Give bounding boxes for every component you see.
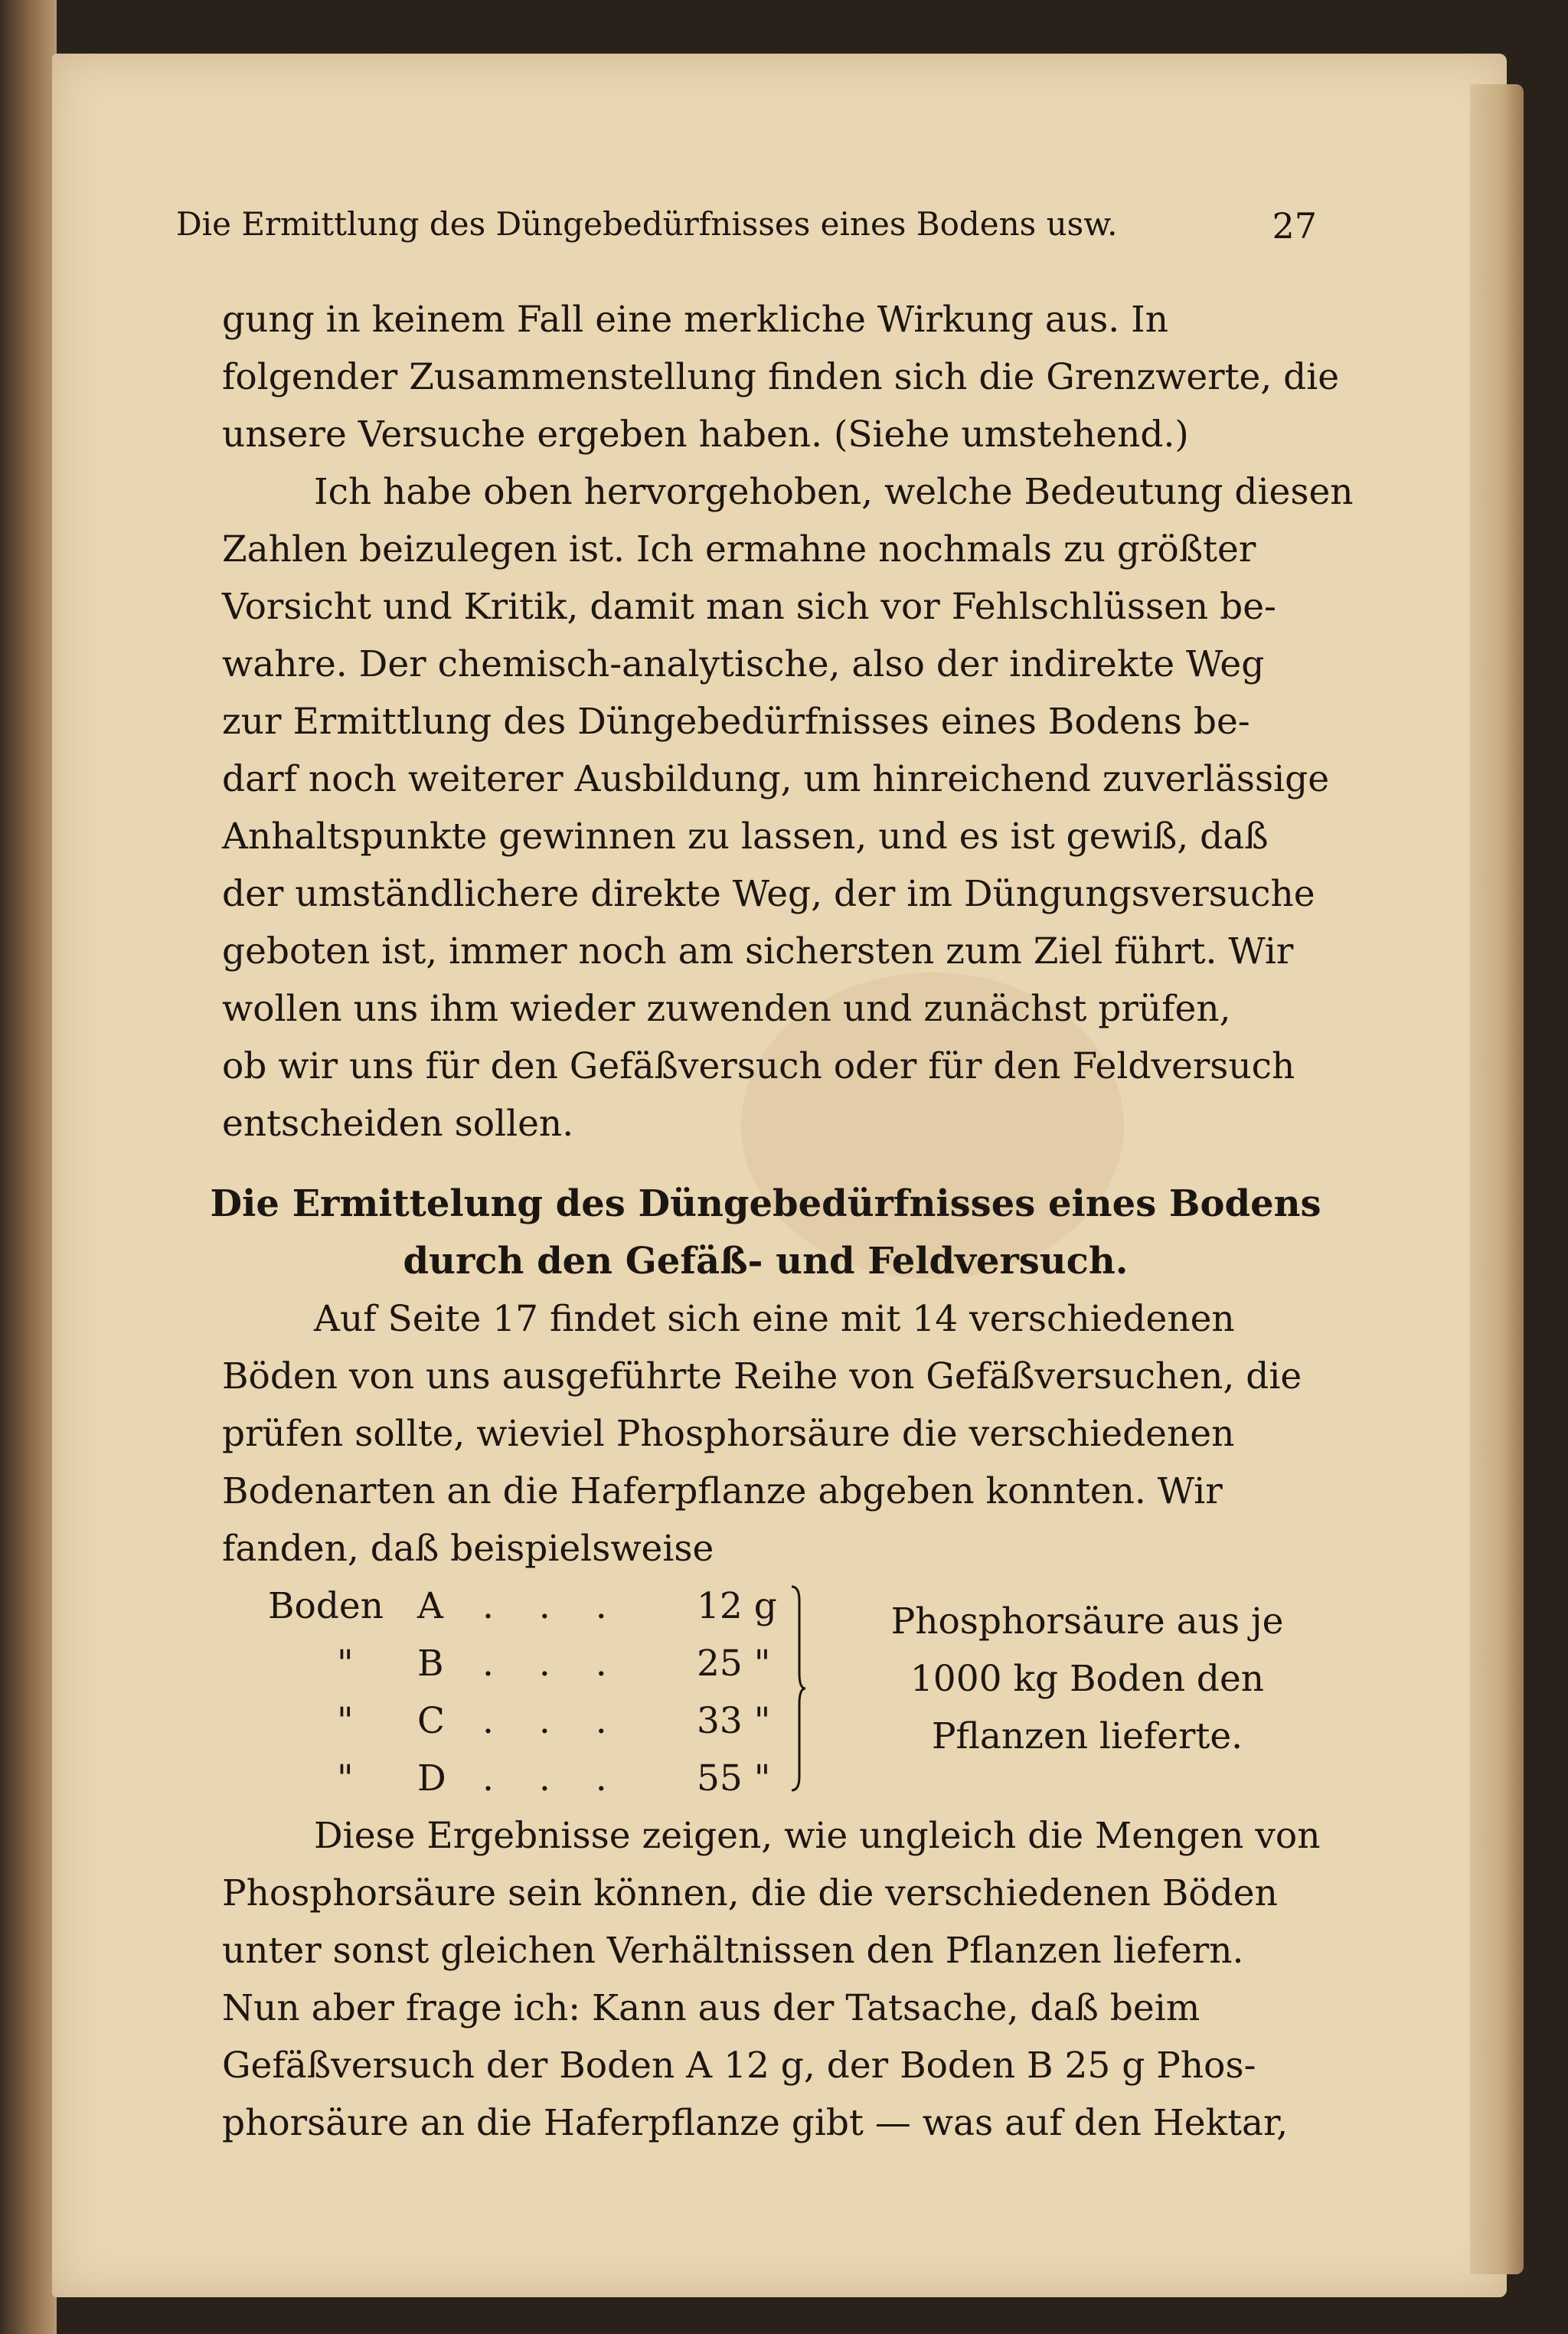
text-line: prüfen sollte, wieviel Phosphorsäure die verschiedenen [222, 1413, 1235, 1455]
text-line: unsere Versuche ergeben haben. (Siehe umstehend.) [222, 414, 1189, 456]
text-line: Gefäßversuch der Boden A 12 g, der Boden B 25 g Phos- [222, 2045, 1256, 2087]
text-line: der umständlichere direkte Weg, der im Düngungsversuche [222, 873, 1315, 915]
text-line: zur Ermittlung des Düngebedürfnisses eines Bodens be- [222, 701, 1250, 743]
running-title: Die Ermittlung des Düngebedürfnisses eines Bodens usw. [176, 205, 1118, 243]
text-line: folgender Zusammenstellung finden sich die Grenzwerte, die [222, 356, 1340, 398]
text-line: wollen uns ihm wieder zuwenden und zunächst prüfen, [222, 988, 1231, 1030]
section-heading-line-1: Die Ermittelung des Düngebedürfnisses eines Bodens [210, 1182, 1321, 1225]
row-dots: . . . [482, 1585, 624, 1627]
paragraph-2 [222, 463, 1354, 1152]
text-line: gung in keinem Fall eine merkliche Wirkung aus. In [222, 299, 1169, 341]
row-letter: D [417, 1757, 446, 1800]
row-dots: . . . [482, 1643, 624, 1685]
text-line: Nun aber frage ich: Kann aus der Tatsache, daß beim [222, 1987, 1200, 2029]
note-line: Pflanzen lieferte. [931, 1715, 1243, 1757]
paragraph-1 [222, 291, 1340, 463]
row-dots: . . . [482, 1700, 624, 1742]
text-line: fanden, daß beispielsweise [222, 1528, 714, 1570]
row-label: Boden [268, 1585, 384, 1627]
section-heading-line-2: durch den Gefäß- und Feldversuch. [403, 1240, 1129, 1283]
text-line: wahre. Der chemisch-analytische, also der indirekte Weg [222, 643, 1265, 685]
page-stack-edge [1470, 84, 1524, 2274]
text-line: Phosphorsäure sein können, die die verschiedenen Böden [222, 1872, 1278, 1914]
curly-brace [790, 1585, 807, 1792]
text-line: Bodenarten an die Haferpflanze abgeben konnten. Wir [222, 1470, 1223, 1512]
text-line: Diese Ergebnisse zeigen, wie ungleich die Mengen von [314, 1815, 1321, 1857]
text-line: entscheiden sollen. [222, 1103, 574, 1145]
note-line: 1000 kg Boden den [910, 1658, 1265, 1700]
note-line: Phosphorsäure aus je [890, 1600, 1284, 1643]
row-value: 33 " [697, 1700, 771, 1742]
facing-page-edge [0, 0, 57, 2334]
table-note [819, 1593, 1355, 1765]
text-line: darf noch weiterer Ausbildung, um hinreichend zuverlässige [222, 758, 1330, 800]
text-line: Anhaltspunkte gewinnen zu lassen, und es ist gewiß, daß [222, 816, 1269, 858]
page-body [210, 291, 1354, 2152]
text-line: ob wir uns für den Gefäßversuch oder für den Feldversuch [222, 1045, 1295, 1087]
running-header [176, 205, 1317, 259]
paragraph-4 [222, 1807, 1321, 2152]
text-line: phorsäure an die Haferpflanze gibt — was auf den Hektar, [222, 2102, 1289, 2144]
row-label: " [337, 1700, 354, 1742]
row-value: 12 g [697, 1585, 777, 1627]
row-value: 55 " [697, 1757, 771, 1800]
text-line: Böden von uns ausgeführte Reihe von Gefäßversuchen, die [222, 1355, 1302, 1397]
row-label: " [337, 1643, 354, 1685]
text-line: unter sonst gleichen Verhältnissen den Pflanzen liefern. [222, 1930, 1244, 1972]
text-line: Auf Seite 17 findet sich eine mit 14 verschiedenen [314, 1298, 1235, 1340]
row-value: 25 " [697, 1643, 771, 1685]
row-letter: A [417, 1585, 443, 1627]
text-line: geboten ist, immer noch am sichersten zum Ziel führt. Wir [222, 930, 1294, 972]
soil-phosphorus-table [268, 1577, 1309, 1807]
text-line: Ich habe oben hervorgehoben, welche Bedeutung diesen [314, 471, 1354, 513]
text-line: Zahlen beizulegen ist. Ich ermahne nochmals zu größter [222, 528, 1256, 570]
text-line: Vorsicht und Kritik, damit man sich vor Fehlschlüssen be- [222, 586, 1276, 628]
row-dots: . . . [482, 1757, 624, 1800]
paragraph-3 [222, 1290, 1309, 1577]
row-letter: C [417, 1700, 445, 1742]
row-letter: B [417, 1643, 444, 1685]
page-number: 27 [1272, 205, 1317, 247]
row-label: " [337, 1757, 354, 1800]
